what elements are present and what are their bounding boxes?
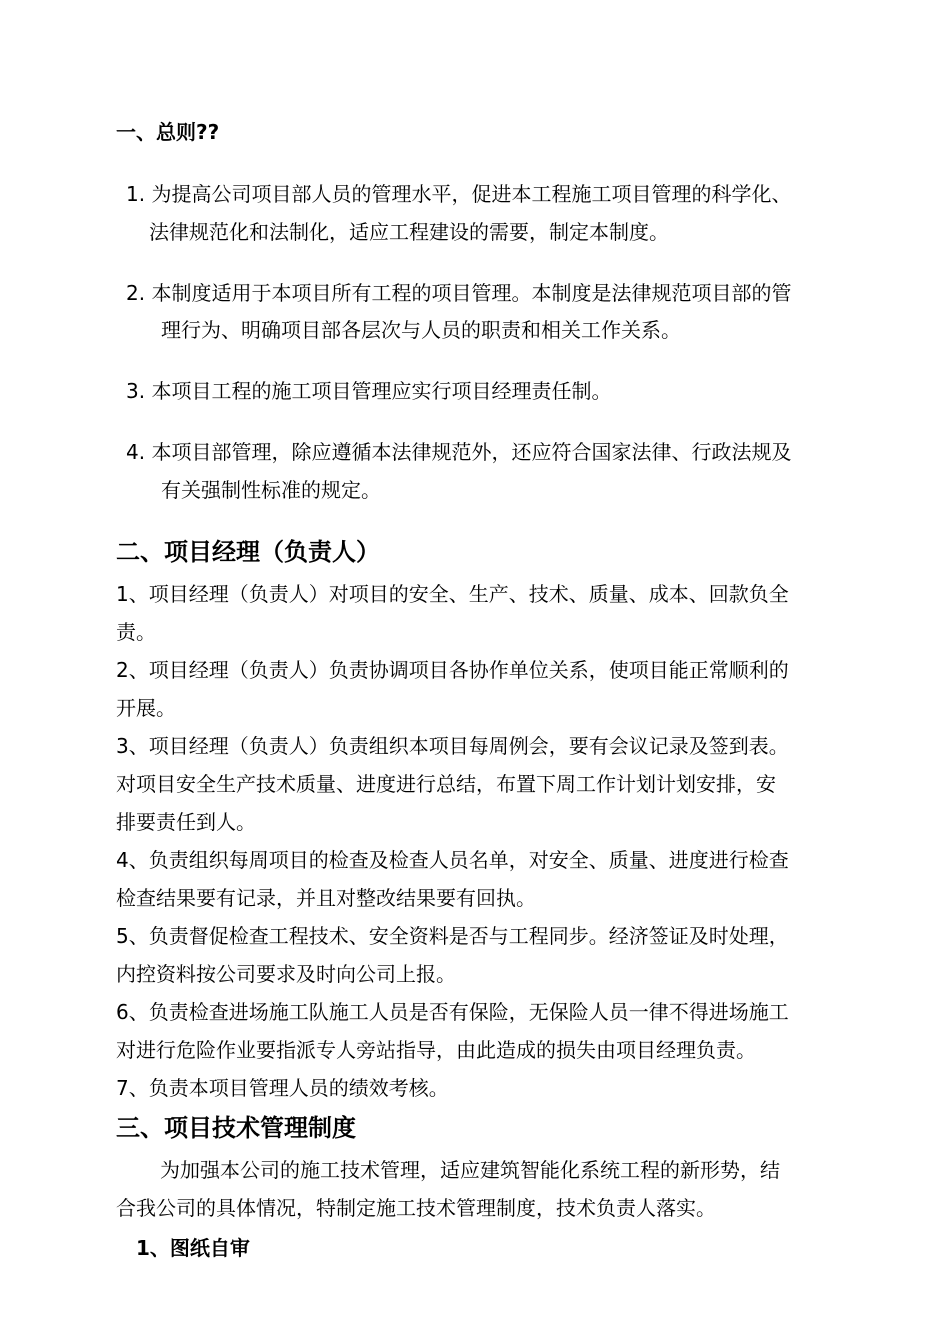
- section1-heading: 一、总则??: [116, 120, 220, 144]
- s1-item1-line2: 法律规范化和法制化，适应工程建设的需要，制定本制度。: [149, 220, 669, 244]
- s2-line-11: 内控资料按公司要求及时向公司上报。: [116, 962, 456, 986]
- section2-heading: 二、项目经理（负责人）: [116, 538, 380, 566]
- s2-line-14: 7、负责本项目管理人员的绩效考核。: [116, 1076, 449, 1100]
- section3-heading: 三、项目技术管理制度: [116, 1114, 356, 1142]
- s2-line-10: 5、负责督促检查工程技术、安全资料是否与工程同步。经济签证及时处理，: [116, 924, 789, 948]
- s3-para-line2: 合我公司的具体情况，特制定施工技术管理制度，技术负责人落实。: [116, 1196, 716, 1220]
- s2-line-8: 4、负责组织每周项目的检查及检查人员名单，对安全、质量、进度进行检查: [116, 848, 789, 872]
- s1-item2-line2: 理行为、明确项目部各层次与人员的职责和相关工作关系。: [161, 318, 681, 342]
- s2-line-9: 检查结果要有记录，并且对整改结果要有回执。: [116, 886, 536, 910]
- s2-line-5: 3、项目经理（负责人）负责组织本项目每周例会，要有会议记录及签到表。: [116, 734, 789, 758]
- s2-line-3: 2、项目经理（负责人）负责协调项目各协作单位关系，使项目能正常顺利的: [116, 658, 789, 682]
- s1-item4-line2: 有关强制性标准的规定。: [161, 478, 381, 502]
- s2-line-1: 1、项目经理（负责人）对项目的安全、生产、技术、质量、成本、回款负全: [116, 582, 789, 606]
- s3-para-line1: 为加强本公司的施工技术管理，适应建筑智能化系统工程的新形势，结: [160, 1158, 780, 1182]
- s1-item2-line1: 2. 本制度适用于本项目所有工程的项目管理。本制度是法律规范项目部的管: [126, 281, 792, 305]
- s2-line-2: 责。: [116, 620, 156, 644]
- s2-line-13: 对进行危险作业要指派专人旁站指导，由此造成的损失由项目经理负责。: [116, 1038, 756, 1062]
- s1-item4-line1: 4. 本项目部管理，除应遵循本法律规范外，还应符合国家法律、行政法规及: [126, 440, 792, 464]
- s1-item3-line1: 3. 本项目工程的施工项目管理应实行项目经理责任制。: [126, 379, 612, 403]
- s3-subheading: 1、图纸自审: [136, 1236, 250, 1260]
- s2-line-7: 排要责任到人。: [116, 810, 256, 834]
- s2-line-4: 开展。: [116, 696, 176, 720]
- s2-line-6: 对项目安全生产技术质量、进度进行总结，布置下周工作计划计划安排，安: [116, 772, 776, 796]
- s2-line-12: 6、负责检查进场施工队施工人员是否有保险，无保险人员一律不得进场施工: [116, 1000, 789, 1024]
- s1-item1-line1: 1. 为提高公司项目部人员的管理水平，促进本工程施工项目管理的科学化、: [126, 182, 792, 206]
